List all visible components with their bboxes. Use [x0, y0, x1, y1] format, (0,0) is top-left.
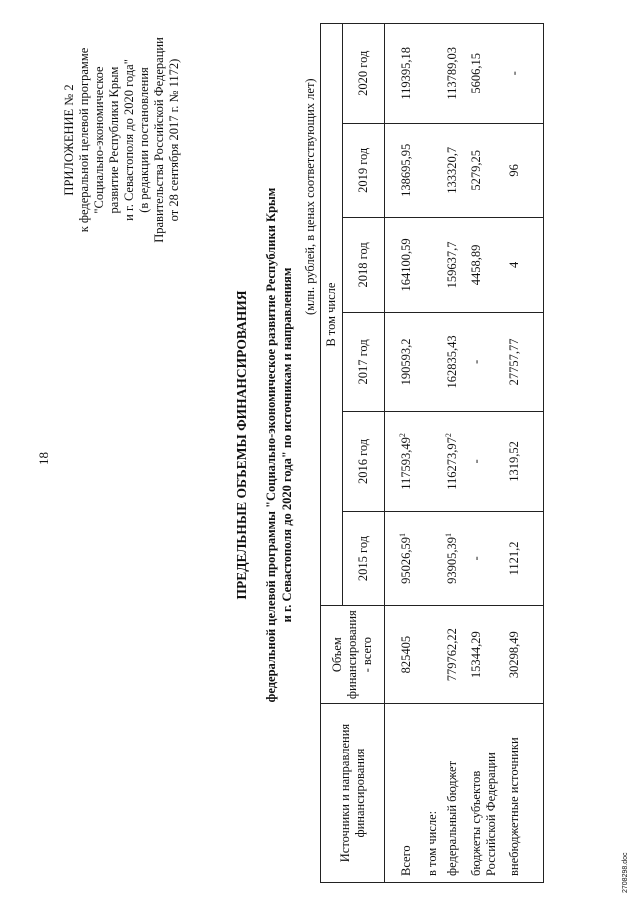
- cell-2020: 113789,03: [443, 24, 467, 124]
- header-year: 2015 год: [343, 511, 385, 606]
- appendix-line: Правительства Российской Федерации: [152, 37, 166, 243]
- table-row: [423, 24, 443, 883]
- header-year: 2017 год: [343, 312, 385, 412]
- appendix-line: ПРИЛОЖЕНИЕ № 2: [62, 84, 76, 196]
- document-subtitle-line1: федеральной целевой программы "Социально-экономическое развитие Республики Крым: [264, 187, 278, 703]
- cell-2015: 1121,2: [505, 511, 544, 606]
- table-row: [443, 24, 467, 883]
- cell-2017: 190593,2: [385, 312, 424, 412]
- document-code: 2708298.doc: [622, 852, 629, 893]
- cell-total: 825405: [385, 606, 424, 704]
- cell-2015: [443, 511, 467, 606]
- table-row: [467, 24, 505, 883]
- appendix-block: [62, 15, 182, 265]
- appendix-line: развитие Республики Крым: [107, 66, 121, 214]
- cell-2016: [385, 412, 424, 512]
- cell-2018: 4458,89: [467, 218, 505, 313]
- cell-2017: 162835,43: [443, 312, 467, 412]
- document-title: ПРЕДЕЛЬНЫЕ ОБЪЕМЫ ФИНАНСИРОВАНИЯ: [234, 290, 249, 600]
- cell-2017: -: [467, 312, 505, 412]
- header-year: 2018 год: [343, 218, 385, 313]
- appendix-line: "Социально-экономическое: [92, 66, 106, 214]
- header-total: Объем финансирования - всего: [321, 606, 385, 704]
- cell-total: 30298,49: [505, 606, 544, 704]
- footnote-mark: 2: [443, 433, 453, 438]
- cell-value: 117593,49: [399, 437, 413, 490]
- cell-2018: 164100,59: [385, 218, 424, 313]
- appendix-line: от 28 сентября 2017 г. № 1172): [167, 58, 181, 222]
- appendix-line: и г. Севастополя до 2020 года": [122, 59, 136, 221]
- cell-2019: 138695,95: [385, 123, 424, 218]
- cell-2020: 119395,18: [385, 24, 424, 124]
- footnote-mark: 1: [397, 533, 407, 538]
- cell-total: 15344,29: [467, 606, 505, 704]
- cell-value: 93905,39: [445, 537, 459, 584]
- row-label: Всего: [385, 704, 424, 883]
- header-group: В том числе: [321, 24, 343, 606]
- footnote-mark: 1: [443, 533, 453, 538]
- row-label: бюджеты субъектов Российской Федерации: [467, 704, 505, 883]
- page-number: 18: [36, 452, 51, 465]
- cell-2016: -: [467, 412, 505, 512]
- cell-2018: 4: [505, 218, 544, 313]
- cell-2016: 1319,52: [505, 412, 544, 512]
- row-label: в том числе:: [423, 704, 443, 883]
- cell-2017: 27757,77: [505, 312, 544, 412]
- cell-2019: 133320,7: [443, 123, 467, 218]
- document-subtitle-line2: и г. Севастополя до 2020 года" по источникам и направлениям: [280, 267, 294, 623]
- cell-2015: -: [467, 511, 505, 606]
- cell-2016: [443, 412, 467, 512]
- header-year: 2016 год: [343, 412, 385, 512]
- header-year: 2020 год: [343, 24, 385, 124]
- row-label: внебюджетные источники: [505, 704, 544, 883]
- cell-2019: 5279,25: [467, 123, 505, 218]
- table-row: [385, 24, 424, 883]
- cell-total: 779762,22: [443, 606, 467, 704]
- financing-table: [320, 23, 544, 883]
- header-year: 2019 год: [343, 123, 385, 218]
- table-row: [505, 24, 544, 883]
- footnote-mark: 2: [397, 433, 407, 438]
- header-source: Источники и направления финансирования: [321, 704, 385, 883]
- appendix-line: к федеральной целевой программе: [77, 47, 91, 233]
- cell-value: 116273,97: [445, 437, 459, 490]
- units-note: (млн. рублей, в ценах соответствующих лет): [303, 78, 317, 315]
- row-label: федеральный бюджет: [443, 704, 467, 883]
- cell-2015: [385, 511, 424, 606]
- cell-2020: -: [505, 24, 544, 124]
- appendix-line: (в редакции постановления: [137, 67, 151, 213]
- cell-2019: 96: [505, 123, 544, 218]
- cell-2018: 159637,7: [443, 218, 467, 313]
- cell-value: 95026,59: [399, 537, 413, 584]
- cell-2020: 5606,15: [467, 24, 505, 124]
